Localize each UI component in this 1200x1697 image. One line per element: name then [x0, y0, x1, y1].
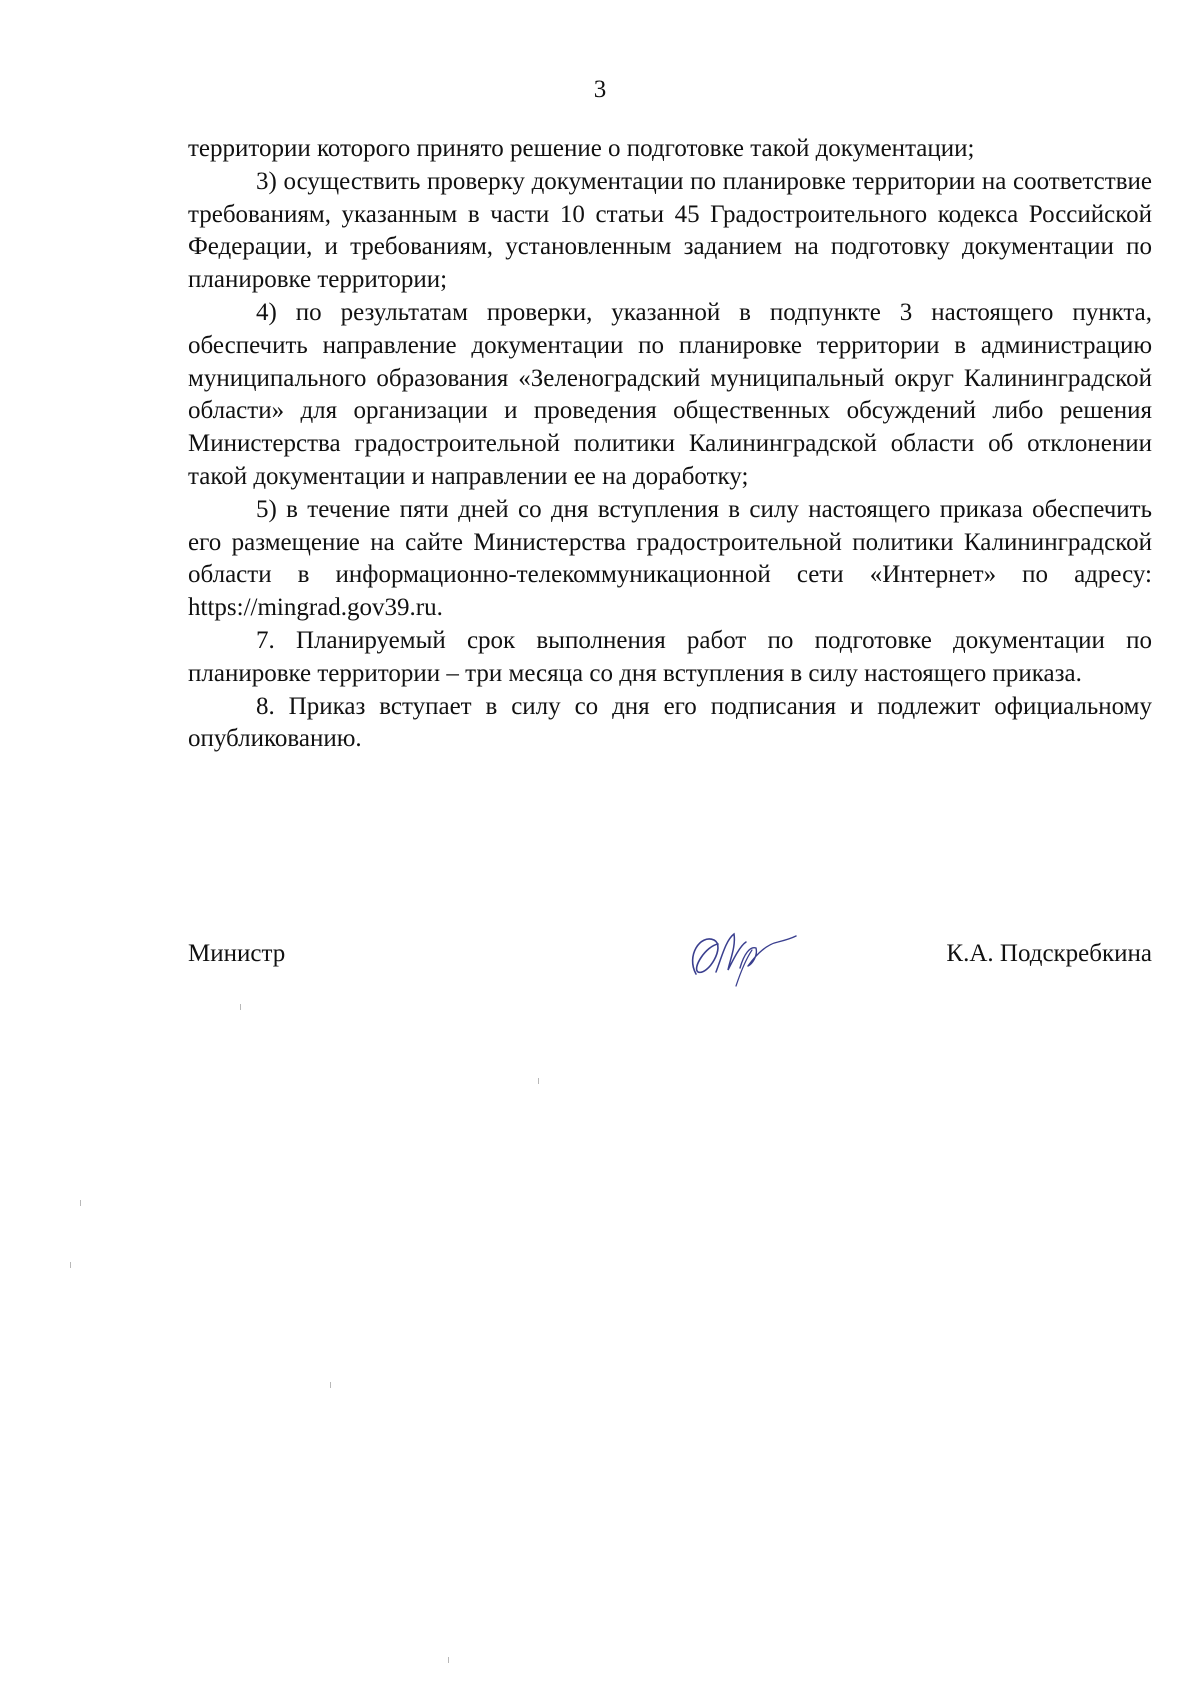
signatory-name: К.А. Подскребкина	[946, 940, 1152, 967]
page-number: 3	[593, 76, 607, 103]
paragraph-continuation: территории которого принято решение о подготовке такой документации;	[188, 135, 975, 162]
scan-speck	[330, 1382, 331, 1388]
paragraph-item-8: 8. Приказ вступает в силу со дня его подписания и подлежит официальному опубликованию.	[188, 692, 1152, 753]
signatory-position: Министр	[188, 940, 286, 967]
paragraph-item-7: 7. Планируемый срок выполнения работ по подготовке документации по планировке территории – три месяца со дня вступления в силу настоящего приказа.	[188, 626, 1152, 687]
scan-speck	[70, 1262, 71, 1268]
scan-speck	[240, 1004, 241, 1010]
scan-speck	[80, 1200, 81, 1206]
document-body	[188, 133, 1152, 756]
scan-speck	[448, 1657, 449, 1663]
paragraph-item-3: 3) осуществить проверку документации по планировке территории на соответствие требованиям, указанным в части 10 статьи 45 Градостроительного кодекса Российской Федерации, и требованиям, установленным заданием на подготовку документации по планировке территории;	[188, 167, 1152, 294]
paragraph-item-5: 5) в течение пяти дней со дня вступления в силу настоящего приказа обеспечить его размещение на сайте Министерства градостроительной политики Калининградской области в информационно-телекоммуникационной сети «Интернет» по адресу: https://mingrad.gov39.ru.	[188, 495, 1152, 622]
scan-speck	[538, 1078, 539, 1084]
paragraph-item-4: 4) по результатам проверки, указанной в подпункте 3 настоящего пункта, обеспечить направление документации по планировке территории в администрацию муниципального образования «Зеленоградский муниципальный округ Калининградской области» для организации и проведения общественных обсуждений либо решения Министерства градостроительной политики Калининградской области об отклонении такой документации и направлении ее на доработку;	[188, 298, 1152, 490]
handwritten-signature	[678, 916, 798, 996]
signature-block	[188, 930, 1152, 1010]
